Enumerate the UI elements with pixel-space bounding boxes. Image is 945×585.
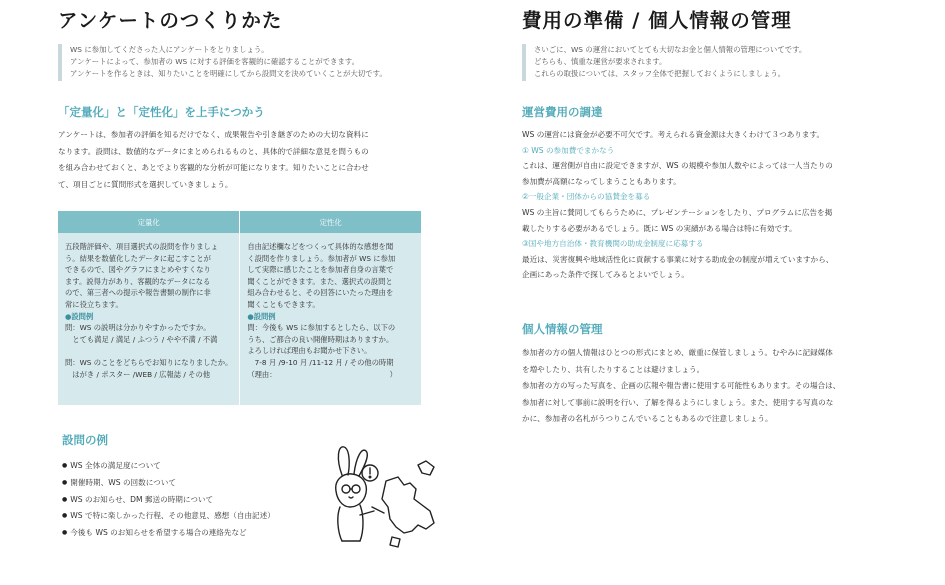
paragraph-line: 参加者の方の個人情報はひとつの形式にまとめ、厳重に保管しましょう。むやみに記録媒体 [522,348,833,357]
paragraph-line: かに、参加者の名札がうつりこんでいることもあるので注意しましょう。 [522,414,773,423]
paragraph-line: WS の運営には資金が必要不可欠です。考えられる資金源は大きくわけて３つあります。 [522,130,825,139]
table-header-qualitative: 定性化 [240,211,421,233]
cell-line: 聞くことができます。また、選択式の設問と [247,276,393,286]
paragraph-line: これは、運営側が自由に設定できますが、WS の規模や参加人数やによっては一人当たりの [522,161,833,171]
paragraph-line: 載したりする必要があるでしょう。既に WS の実績がある場合は特に有効です。 [522,223,797,233]
table-cell-quantitative [58,233,240,405]
paragraph-line: 最近は、災害復興や地域活性化に貢献する事業に対する助成金の制度が増えていますから、 [522,254,834,264]
intro-line: WS に参加してくださった人にアンケートをとりましょう。 [70,45,269,54]
paragraph-line: 企画にあった条件で探してみるとよいでしょう。 [522,270,689,280]
table-cell-qualitative [240,233,421,405]
intro-line: アンケートを作るときは、知りたいことを明確にしてから設問文を決めていくことが大切です。 [70,69,387,79]
page-title-left: アンケートのつくりかた [58,9,283,32]
paragraph-line: アンケートは、参加者の評価を知るだけでなく、成果報告や引き継ぎのための大切な資料に [58,130,369,139]
cell-line: ので、第三者への提示や報告書類の制作に非 [65,288,211,298]
rabbit-with-map-illustration [326,441,446,553]
example-label: ●設問例 [65,311,94,321]
left-page [58,0,423,585]
cell-line: ます。説得力があり、客観的なデータになる [65,276,211,286]
paragraph-line: て、項目ごとに質問形式を選択していきましょう。 [58,179,233,189]
section-heading-privacy: 個人情報の管理 [522,322,603,336]
intro-line: これらの取扱については、スタッフ全体で把握しておくようにしましょう。 [534,69,786,79]
cell-line: 組み合わせると、その回答にいたった理由を [247,288,394,298]
funding-option-2: ②一般企業・団体からの協賛金を募る [522,192,651,202]
example-line: （理由： ） [247,369,397,379]
paragraph-line: 参加者に対して事前に説明を行い、了解を得るようにしましょう。また、使用する写真のな [522,397,834,407]
cell-line: 自由記述欄などをつくって具体的な感想を聞 [247,242,394,251]
example-line: 問：WS のことをどちらでお知りになりましたか。 [65,357,233,367]
list-item: ● 開催時期、WS の回数について [62,475,275,492]
funding-option-3: ③国や地方自治体・教育機関の助成金制度に応募する [522,239,704,249]
section-paragraph-quantify [58,127,369,193]
page-title-right: 費用の準備 / 個人情報の管理 [522,9,792,32]
list-item: ● 今後も WS のお知らせを希望する場合の連絡先など [62,525,275,542]
cell-line: できるので、図やグラフにまとめやすくなり [65,265,211,275]
example-line: とても満足 / 満足 / ふつう / やや不満 / 不満 [65,334,218,344]
funding-option-1: ① WS の参加費でまかなう [522,145,615,155]
intro-left [58,44,387,81]
section-heading-examples: 設問の例 [62,433,108,447]
paragraph-line: を組み合わせておくと、あとでより客観的な分析が可能になります。知りたいことに合わせ [58,163,369,172]
cell-line: して実際に感じたことを参加者自身の言葉で [247,265,394,275]
spacer [65,345,232,357]
intro-line: アンケートによって、参加者の WS に対する評価を客観的に確認することができます。 [70,57,359,67]
intro-line: どちらも、慎重な運営が要求されます。 [534,57,667,67]
example-line: 問：今後も WS に参加するとしたら、以下の [247,323,396,333]
cell-line: く設問を作りましょう。参加者が WS に参加 [247,253,396,263]
example-label: ●設問例 [247,311,276,321]
example-line: 問：WS の説明は分かりやすかったですか。 [65,323,211,333]
example-question-list [62,458,275,542]
list-item: ● WS のお知らせ、DM 郵送の時期について [62,492,275,509]
right-page [522,0,892,585]
table-header-quantitative: 定量化 [58,211,240,233]
intro-line: さいごに、WS の運営においてとても大切なお金と個人情報の管理についてです。 [534,45,807,54]
question-type-table [58,211,421,405]
section-heading-funding: 運営費用の調達 [522,105,603,119]
section-privacy-body [522,345,840,428]
paragraph-line: WS の主旨に賛同してもらうために、プレゼンテーションをしたり、プログラムに広告を掲 [522,207,833,217]
section-funding-body [522,127,833,283]
cell-line: 五段階評価や、項目選択式の設問を作りましょ [65,242,219,251]
cell-line: う。結果を数値化したデータに起こすことが [65,253,211,263]
list-item: ● WS で特に楽しかった行程、その他意見、感想（自由記述） [62,508,275,525]
list-item: ● WS 全体の満足度について [62,458,275,475]
example-line: うち、ご都合の良い開催時期はありますか。 [247,334,394,344]
cell-line: 常に役立ちます。 [65,299,123,309]
paragraph-line: 参加費が高額になってしまうこともあります。 [522,176,681,186]
paragraph-line: なります。設問は、数値的なデータにまとめられるものと、具体的で詳細な意見を問うもの [58,146,369,156]
cell-line: 聞くこともできます。 [247,299,320,309]
example-line: よろしければ理由もお聞かせ下さい。 [247,346,372,356]
paragraph-line: を増やしたり、共有したりすることは避けましょう。 [522,364,705,374]
example-line: はがき / ポスター /WEB / 広報誌 / その他 [65,369,211,379]
intro-right [522,44,806,81]
section-heading-quantify: 「定量化」と「定性化」を上手につかう [58,105,265,119]
paragraph-line: 参加者の方の写った写真を、企画の広報や報告書に使用する可能性もあります。その場合は、 [522,381,841,390]
example-line: 7-8 月 /9-10 月 /11-12 月 / その他の時期 [247,357,394,367]
